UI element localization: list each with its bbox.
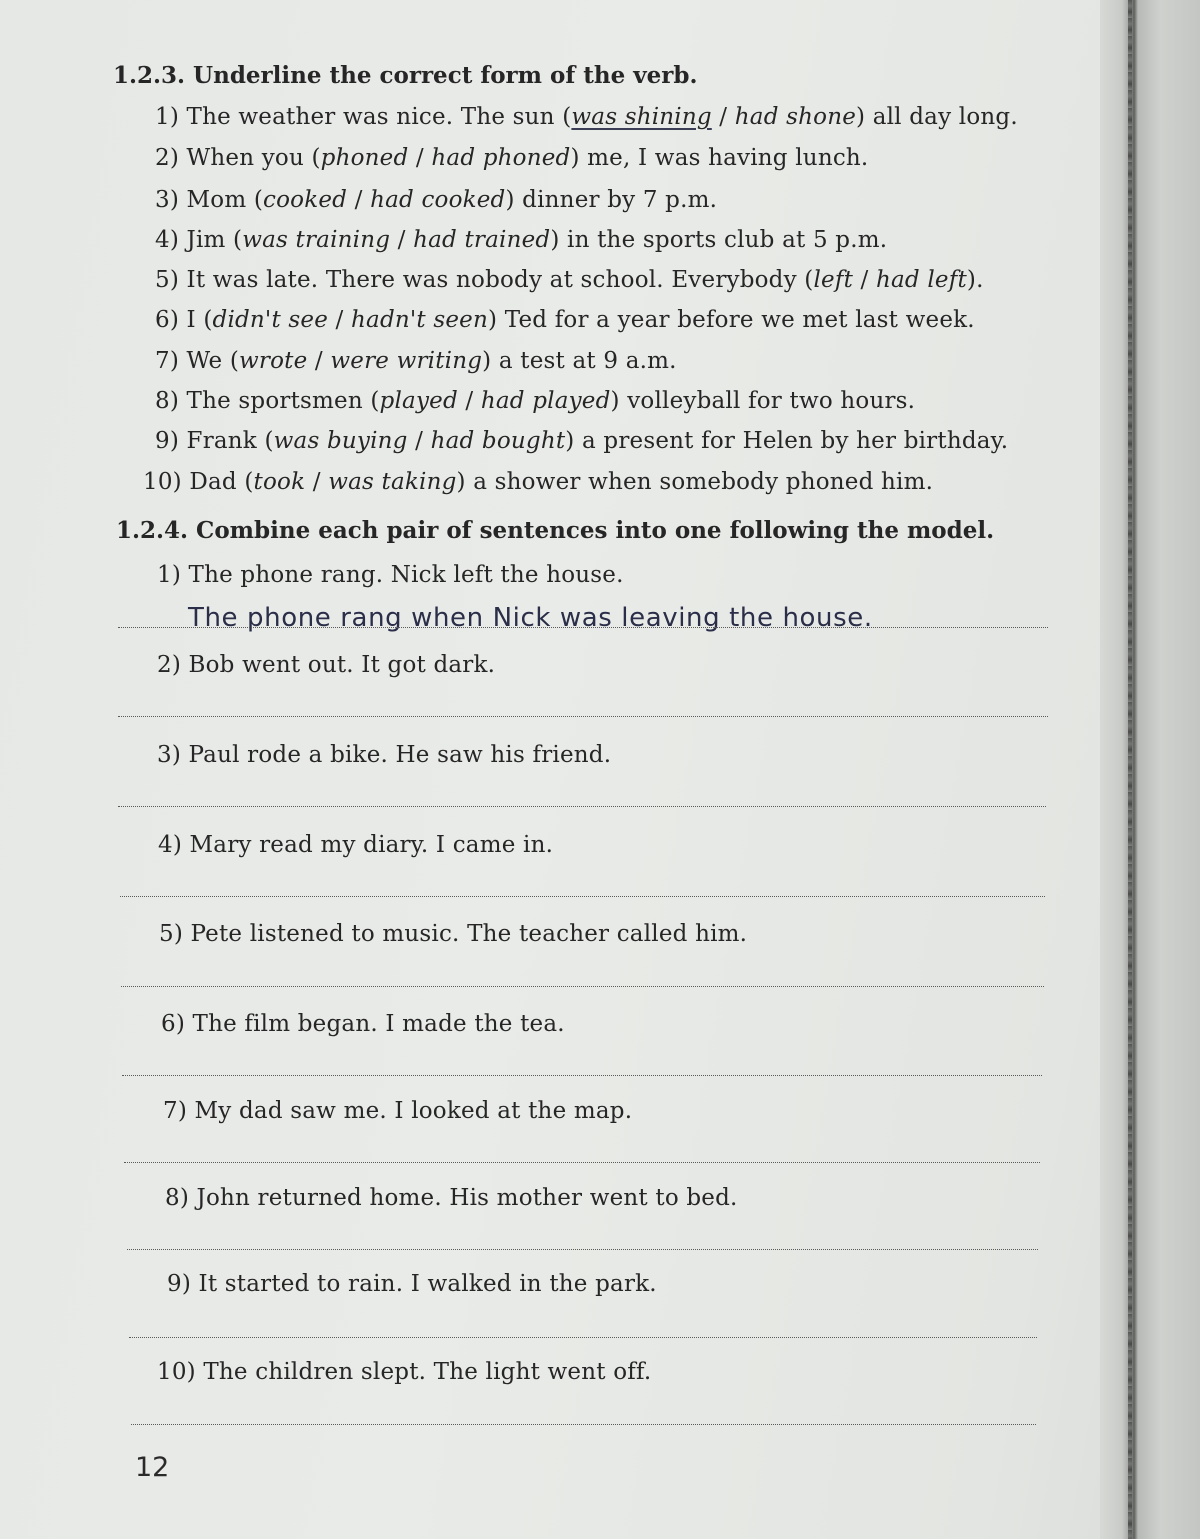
page-number: 12	[135, 1452, 170, 1483]
option-separator: /	[390, 227, 414, 253]
answer-line-10[interactable]	[131, 1424, 1036, 1425]
option-separator: /	[347, 187, 371, 213]
item-number: 8)	[165, 1185, 190, 1211]
verb-option-2[interactable]: had left	[876, 267, 967, 293]
item-text-after: ).	[966, 267, 984, 293]
exercise-1-2-3-item-9	[155, 428, 1008, 454]
verb-option-1[interactable]: was buying	[273, 428, 408, 454]
option-separator: /	[408, 145, 432, 171]
option-separator: /	[328, 307, 352, 333]
exercise-1-2-3-item-2	[155, 145, 868, 171]
item-number: 1)	[157, 562, 182, 588]
verb-option-2[interactable]: had played	[480, 388, 611, 414]
item-text-after: ) in the sports club at 5 p.m.	[550, 227, 888, 253]
exercise-1-2-4-item-8	[165, 1185, 738, 1211]
verb-option-1[interactable]: didn't see	[212, 307, 329, 333]
item-sentences: It started to rain. I walked in the park.	[198, 1271, 657, 1297]
option-separator: /	[711, 104, 735, 130]
item-text-after: ) a present for Helen by her birthday.	[565, 428, 1009, 454]
item-sentences: The film began. I made the tea.	[192, 1011, 565, 1037]
option-separator: /	[457, 388, 481, 414]
item-sentences: Mary read my diary. I came in.	[189, 832, 554, 858]
verb-option-2[interactable]: was taking	[328, 469, 457, 495]
item-text-before: We (	[186, 348, 239, 374]
exercise-1-2-3-item-3	[155, 187, 717, 213]
item-number: 3)	[157, 742, 182, 768]
item-text-after: ) me, I was having lunch.	[570, 145, 869, 171]
section-1-2-4-title: 1.2.4. Combine each pair of sentences into one following the model.	[116, 517, 995, 544]
item-sentences: Paul rode a bike. He saw his friend.	[188, 742, 612, 768]
answer-line-5[interactable]	[121, 986, 1044, 987]
answer-line-2[interactable]	[118, 716, 1048, 717]
answer-line-7[interactable]	[124, 1162, 1040, 1163]
verb-option-1[interactable]: cooked	[263, 187, 348, 213]
verb-option-1[interactable]: wrote	[239, 348, 308, 374]
answer-line-8[interactable]	[127, 1249, 1038, 1250]
item-text-after: ) a shower when somebody phoned him.	[456, 469, 934, 495]
exercise-1-2-3-item-7	[155, 348, 677, 374]
item-text-before: The sportsmen (	[186, 388, 380, 414]
exercise-1-2-4-item-5	[159, 921, 747, 947]
item-text-before: Dad (	[189, 469, 254, 495]
exercise-1-2-3-item-6	[155, 307, 975, 333]
exercise-1-2-4-item-2	[157, 652, 495, 678]
verb-option-1[interactable]: took	[253, 469, 306, 495]
book-binding	[1100, 0, 1200, 1539]
item-sentences: Bob went out. It got dark.	[188, 652, 496, 678]
item-number: 9)	[167, 1271, 192, 1297]
item-number: 1)	[155, 104, 180, 130]
exercise-1-2-4-item-1	[157, 562, 624, 588]
exercise-1-2-3-item-4	[155, 227, 887, 253]
item-sentences: The children slept. The light went off.	[203, 1359, 652, 1385]
item-number: 4)	[155, 227, 180, 253]
item-number: 10)	[143, 469, 182, 495]
section-1-2-3-title: 1.2.3. Underline the correct form of the verb.	[113, 62, 698, 89]
item-text-after: ) dinner by 7 p.m.	[505, 187, 718, 213]
exercise-1-2-4-item-10	[157, 1359, 651, 1385]
verb-option-1[interactable]: left	[813, 267, 854, 293]
exercise-1-2-4-item-7	[163, 1098, 632, 1124]
option-separator: /	[407, 428, 431, 454]
item-number: 8)	[155, 388, 180, 414]
exercise-1-2-3-item-5	[155, 267, 984, 293]
item-number: 10)	[157, 1359, 196, 1385]
verb-option-2[interactable]: had bought	[430, 428, 566, 454]
item-text-before: The weather was nice. The sun (	[186, 104, 572, 130]
exercise-1-2-4-item-6	[161, 1011, 565, 1037]
verb-option-2[interactable]: had cooked	[370, 187, 506, 213]
exercise-1-2-4-item-4	[158, 832, 553, 858]
exercise-1-2-4-item-3	[157, 742, 611, 768]
answer-line-9[interactable]	[129, 1337, 1037, 1338]
item-number: 2)	[157, 652, 182, 678]
item-number: 5)	[155, 267, 180, 293]
verb-option-1[interactable]: phoned	[320, 145, 409, 171]
item-number: 7)	[163, 1098, 188, 1124]
item-sentences: Pete listened to music. The teacher called him.	[190, 921, 748, 947]
option-separator: /	[853, 267, 876, 293]
exercise-1-2-3-item-8	[155, 388, 915, 414]
verb-option-1-selected[interactable]: was shining	[571, 104, 712, 130]
item-sentences: My dad saw me. I looked at the map.	[194, 1098, 633, 1124]
item-text-before: Mom (	[186, 187, 264, 213]
verb-option-2[interactable]: were writing	[330, 348, 483, 374]
item-text-after: ) a test at 9 a.m.	[482, 348, 677, 374]
item-number: 7)	[155, 348, 180, 374]
verb-option-2[interactable]: had trained	[413, 227, 551, 253]
verb-option-1[interactable]: was training	[242, 227, 391, 253]
verb-option-2[interactable]: had shone	[734, 104, 857, 130]
item-number: 5)	[159, 921, 184, 947]
item-text-before: I (	[186, 307, 213, 333]
option-separator: /	[307, 348, 331, 374]
item-number: 6)	[155, 307, 180, 333]
exercise-1-2-3-item-10	[143, 469, 933, 495]
answer-line-4[interactable]	[120, 896, 1045, 897]
item-number: 9)	[155, 428, 180, 454]
item-number: 6)	[161, 1011, 186, 1037]
item-text-before: When you (	[186, 145, 321, 171]
item-number: 2)	[155, 145, 180, 171]
verb-option-1[interactable]: played	[379, 388, 458, 414]
item-sentences: The phone rang. Nick left the house.	[188, 562, 624, 588]
answer-line-6[interactable]	[122, 1075, 1042, 1076]
exercise-1-2-3-item-1	[155, 104, 1018, 130]
item-text-after: ) Ted for a year before we met last week.	[488, 307, 975, 333]
item-text-before: It was late. There was nobody at school. Everybody (	[186, 267, 814, 293]
item-text-before: Jim (	[186, 227, 243, 253]
exercise-1-2-4-item-9	[167, 1271, 657, 1297]
verb-option-2[interactable]: hadn't seen	[351, 307, 489, 333]
item-text-before: Frank (	[186, 428, 274, 454]
item-number: 4)	[158, 832, 183, 858]
answer-line-1[interactable]	[118, 627, 1048, 628]
item-text-after: ) volleyball for two hours.	[610, 388, 916, 414]
item-number: 3)	[155, 187, 180, 213]
answer-line-3[interactable]	[118, 806, 1046, 807]
verb-option-2[interactable]: had phoned	[431, 145, 571, 171]
item-sentences: John returned home. His mother went to bed.	[196, 1185, 738, 1211]
option-separator: /	[305, 469, 329, 495]
handwritten-answer-1: The phone rang when Nick was leaving the house.	[188, 603, 873, 633]
item-text-after: ) all day long.	[856, 104, 1018, 130]
binding-edge	[1128, 0, 1132, 1539]
